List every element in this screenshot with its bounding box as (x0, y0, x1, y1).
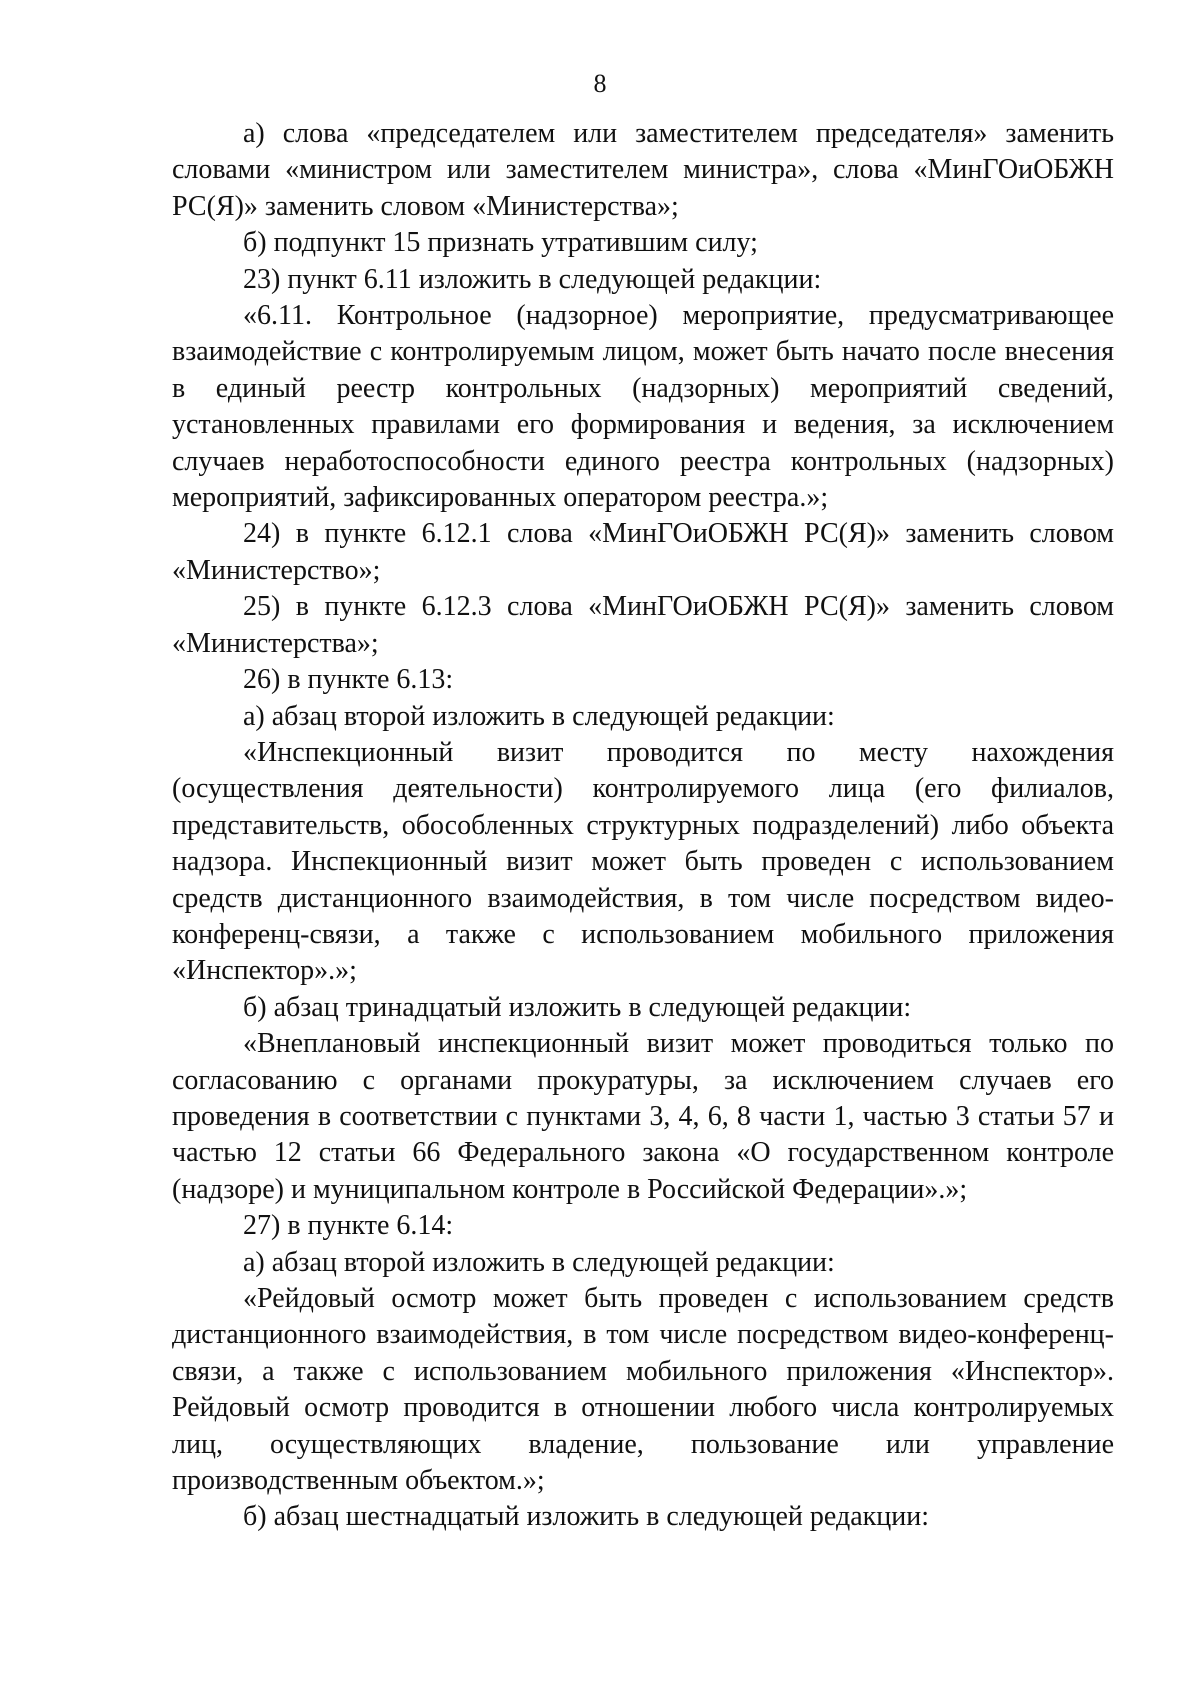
paragraph-item-24: 24) в пункте 6.12.1 слова «МинГОиОБЖН РС(Я)» заменить словом «Министерство»; (172, 518, 1114, 586)
paragraph-item-27: 27) в пункте 6.14: (243, 1210, 454, 1242)
paragraph-item-25: 25) в пункте 6.12.3 слова «МинГОиОБЖН РС(Я)» заменить словом «Министерства»; (172, 591, 1114, 659)
paragraph-item-26: 26) в пункте 6.13: (243, 664, 454, 696)
paragraph-27-b: б) абзац шестнадцатый изложить в следующей редакции: (243, 1501, 929, 1533)
paragraph-26-b: б) абзац тринадцатый изложить в следующей редакции: (243, 991, 912, 1023)
paragraph-inspection-visit: «Инспекционный визит проводится по месту нахождения (осуществления деятельности) контролируемого лица (его филиалов, представительств, обособленных структурных подразделений) либо объекта надзора. Инспекционный визит может быть проведен с использованием средств дистанционного взаимодействия, в том числе посредством видео-конференц-связи, а также с использованием мобильного приложения «Инспектор».»; (172, 736, 1114, 987)
paragraph-item-23: 23) пункт 6.11 изложить в следующей редакции: (243, 263, 822, 295)
paragraph-raid-inspection: «Рейдовый осмотр может быть проведен с использованием средств дистанционного взаимодействия, в том числе посредством видео-конференц-связи, а также с использованием мобильного приложения «Инспектор». Рейдовый осмотр проводится в отношении любого числа контролируемых лиц, осуществляющих владение, пользование или управление производственным объектом.»; (172, 1283, 1114, 1497)
paragraph-a-replace-words: а) слова «председателем или заместителем председателя» заменить словами «министром или заместителем министра», слова «МинГОиОБЖН РС(Я)» заменить словом «Министерства»; (172, 118, 1114, 222)
page-number: 8 (593, 69, 607, 98)
paragraph-27-a: а) абзац второй изложить в следующей редакции: (243, 1246, 835, 1278)
paragraph-b-subitem-15: б) подпункт 15 признать утратившим силу; (243, 227, 758, 259)
paragraph-6-11-text: «6.11. Контрольное (надзорное) мероприятие, предусматривающее взаимодействие с контролируемым лицом, может быть начато после внесения в единый реестр контрольных (надзорных) мероприятий сведений, установленных правилами его формирования и ведения, за исключением случаев неработоспособности единого реестра контрольных (надзорных) мероприятий, зафиксированных оператором реестра.»; (172, 300, 1114, 514)
paragraph-unscheduled-visit: «Внеплановый инспекционный визит может проводиться только по согласованию с органами прокуратуры, за исключением случаев его проведения в соответствии с пунктами 3, 4, 6, 8 части 1, частью 3 статьи 57 и частью 12 статьи 66 Федерального закона «О государственном контроле (надзоре) и муниципальном контроле в Российской Федерации».»; (172, 1028, 1114, 1205)
document-body (172, 116, 1114, 1536)
paragraph-26-a: а) абзац второй изложить в следующей редакции: (243, 700, 835, 732)
